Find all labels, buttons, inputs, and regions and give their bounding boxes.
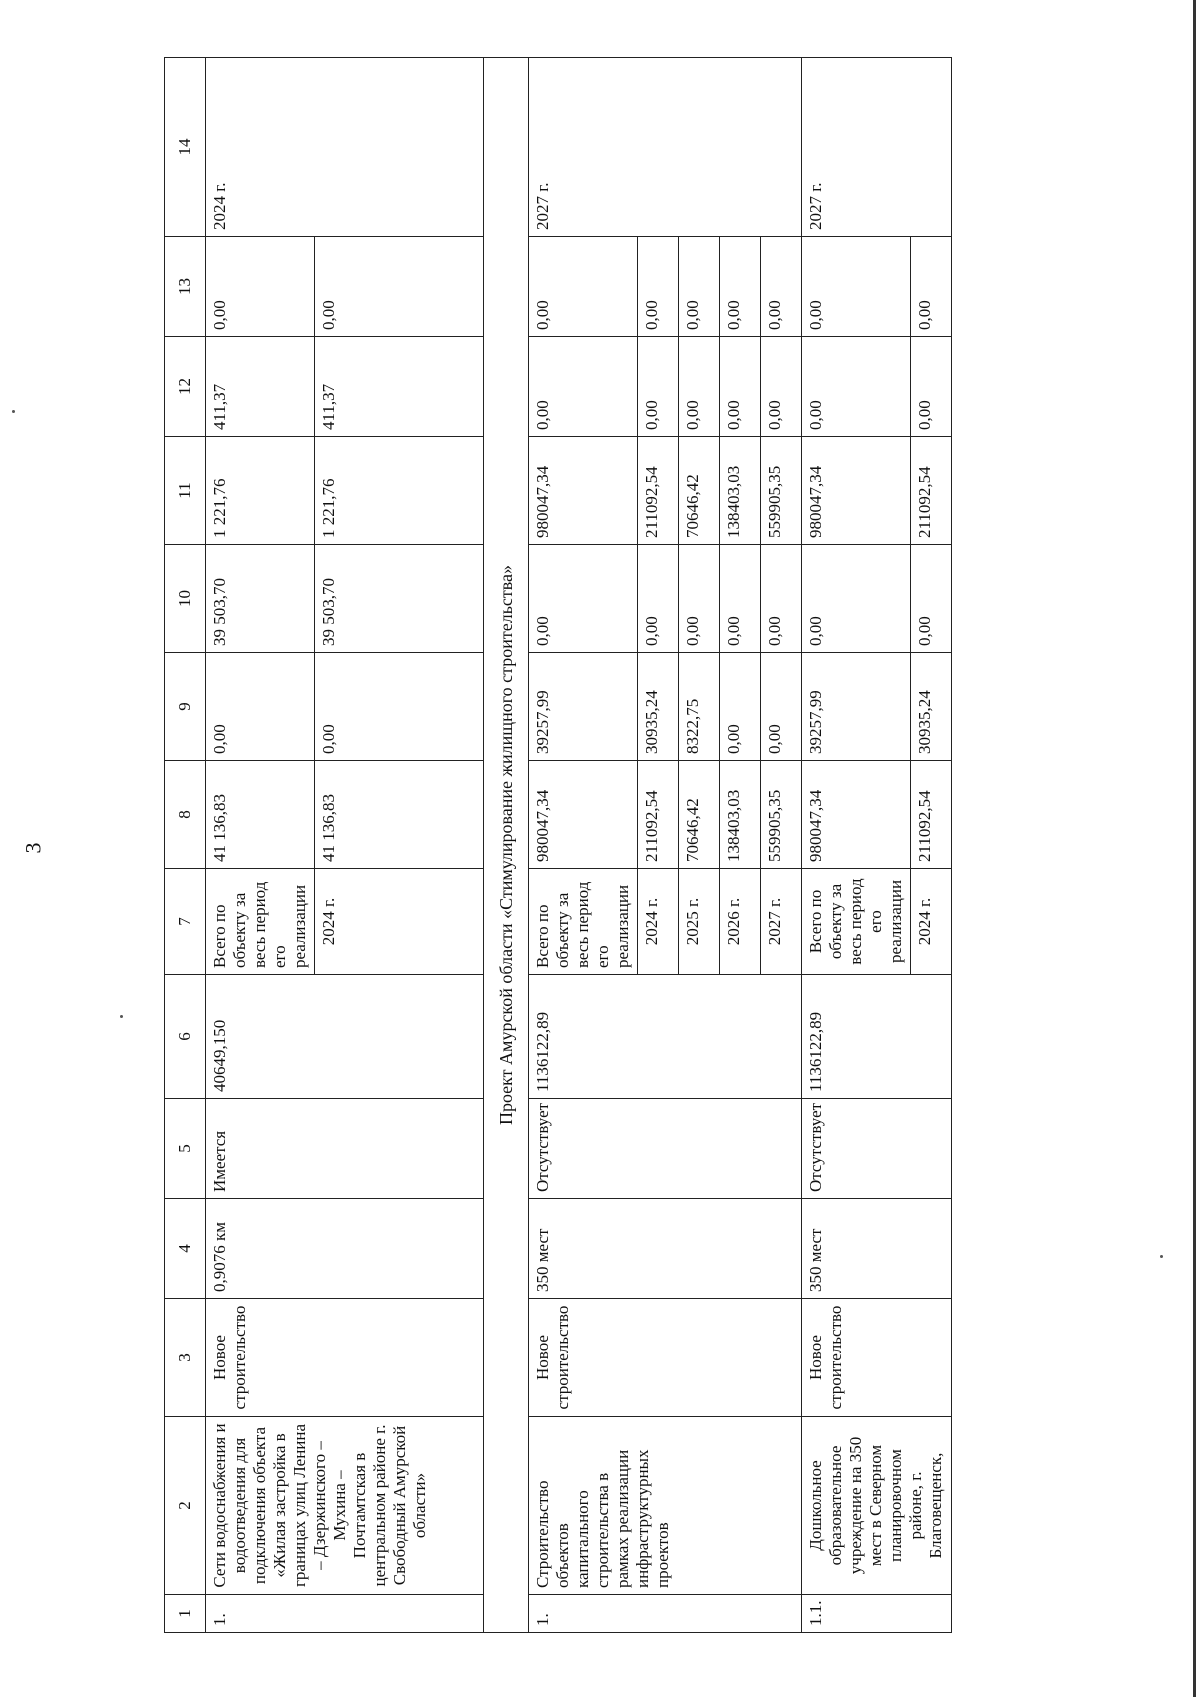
row-number: 1. xyxy=(529,1595,802,1633)
documentation-status: Отсутствует xyxy=(529,1099,802,1199)
construction-type: Новое строительство xyxy=(206,1299,484,1417)
section-row xyxy=(484,58,529,1633)
column-number: 4 xyxy=(165,1199,206,1299)
amount-cell: 980047,34 xyxy=(529,437,638,545)
construction-type: Новое строительство xyxy=(802,1299,952,1417)
row-number: 1.1. xyxy=(802,1595,952,1633)
amount-cell: 211092,54 xyxy=(638,761,679,869)
table-row xyxy=(802,58,911,1633)
amount-cell: 0,00 xyxy=(679,337,720,437)
amount-cell: 559905,35 xyxy=(761,761,802,869)
column-number: 14 xyxy=(165,58,206,237)
column-number: 2 xyxy=(165,1417,206,1595)
amount-cell: 411,37 xyxy=(206,337,315,437)
column-number: 7 xyxy=(165,869,206,975)
column-number: 12 xyxy=(165,337,206,437)
amount-cell: 0,00 xyxy=(911,545,952,653)
amount-cell: 0,00 xyxy=(720,653,761,761)
year-label: 2027 г. xyxy=(761,869,802,975)
investment-table xyxy=(164,57,952,1633)
period-label: Всего по объекту за весь период его реализации xyxy=(529,869,638,975)
amount-cell: 0,00 xyxy=(761,337,802,437)
table-row xyxy=(206,58,315,1633)
column-number: 13 xyxy=(165,237,206,337)
construction-type: Новое строительство xyxy=(529,1299,802,1417)
year-label: 2025 г. xyxy=(679,869,720,975)
amount-cell: 1 221,76 xyxy=(315,437,484,545)
page-number: 3 xyxy=(20,842,46,854)
amount-cell: 0,00 xyxy=(761,653,802,761)
object-name: Строительство объектов капитального строительства в рамках реализации инфраструктурных проектов xyxy=(529,1417,802,1595)
amount-cell: 41 136,83 xyxy=(315,761,484,869)
capacity: 0,9076 км xyxy=(206,1199,484,1299)
documentation-status: Отсутствует xyxy=(802,1099,952,1199)
period-label: Всего по объекту за весь период его реализации xyxy=(802,869,911,975)
amount-cell: 0,00 xyxy=(315,653,484,761)
column-number: 6 xyxy=(165,975,206,1099)
amount-cell: 0,00 xyxy=(206,653,315,761)
amount-cell: 0,00 xyxy=(679,545,720,653)
amount-cell: 30935,24 xyxy=(638,653,679,761)
object-name: Сети водоснабжения и водоотведения для подключения объекта «Жилая застройка в границах улиц Ленина – Дзержинского – Мухина – Почтамтская в центральном районе г. Свободный Амурской области» xyxy=(206,1417,484,1595)
amount-cell: 559905,35 xyxy=(761,437,802,545)
column-number: 11 xyxy=(165,437,206,545)
estimated-cost: 1136122,89 xyxy=(802,975,952,1099)
year-label: 2026 г. xyxy=(720,869,761,975)
amount-cell: 0,00 xyxy=(802,545,911,653)
scan-speck xyxy=(1160,1255,1163,1258)
amount-cell: 0,00 xyxy=(802,237,911,337)
amount-cell: 980047,34 xyxy=(529,761,638,869)
amount-cell: 30935,24 xyxy=(911,653,952,761)
capacity: 350 мест xyxy=(529,1199,802,1299)
amount-cell: 39257,99 xyxy=(529,653,638,761)
year-label: 2024 г. xyxy=(911,869,952,975)
rotated-table-wrapper xyxy=(164,58,1106,1633)
documentation-status: Имеется xyxy=(206,1099,484,1199)
amount-cell: 0,00 xyxy=(638,545,679,653)
scan-speck xyxy=(12,410,15,413)
column-number: 9 xyxy=(165,653,206,761)
year-label: 2024 г. xyxy=(638,869,679,975)
object-name: Дошкольное образовательное учреждение на 350 мест в Северном планировочном районе, г. Благовещенск, xyxy=(802,1417,952,1595)
amount-cell: 980047,34 xyxy=(802,761,911,869)
amount-cell: 0,00 xyxy=(638,237,679,337)
column-number: 5 xyxy=(165,1099,206,1199)
section-title: Проект Амурской области «Стимулирование жилищного строительства» xyxy=(484,58,529,1633)
amount-cell: 411,37 xyxy=(315,337,484,437)
row-number: 1. xyxy=(206,1595,484,1633)
amount-cell: 0,00 xyxy=(529,337,638,437)
amount-cell: 0,00 xyxy=(802,337,911,437)
amount-cell: 211092,54 xyxy=(911,761,952,869)
column-number: 10 xyxy=(165,545,206,653)
amount-cell: 0,00 xyxy=(679,237,720,337)
column-number: 8 xyxy=(165,761,206,869)
period-label: Всего по объекту за весь период его реализации xyxy=(206,869,315,975)
scan-speck xyxy=(120,1015,123,1018)
column-number-row xyxy=(165,58,206,1633)
completion-year: 2027 г. xyxy=(529,58,802,237)
scan-edge xyxy=(1193,0,1196,1697)
amount-cell: 138403,03 xyxy=(720,437,761,545)
amount-cell: 0,00 xyxy=(761,237,802,337)
amount-cell: 39 503,70 xyxy=(315,545,484,653)
amount-cell: 41 136,83 xyxy=(206,761,315,869)
amount-cell: 39 503,70 xyxy=(206,545,315,653)
completion-year: 2024 г. xyxy=(206,58,484,237)
amount-cell: 70646,42 xyxy=(679,437,720,545)
capacity: 350 мест xyxy=(802,1199,952,1299)
estimated-cost: 40649,150 xyxy=(206,975,484,1099)
amount-cell: 0,00 xyxy=(720,337,761,437)
amount-cell: 0,00 xyxy=(720,545,761,653)
amount-cell: 0,00 xyxy=(315,237,484,337)
amount-cell: 0,00 xyxy=(720,237,761,337)
amount-cell: 980047,34 xyxy=(802,437,911,545)
completion-year: 2027 г. xyxy=(802,58,952,237)
column-number: 3 xyxy=(165,1299,206,1417)
column-number: 1 xyxy=(165,1595,206,1633)
amount-cell: 0,00 xyxy=(529,237,638,337)
amount-cell: 211092,54 xyxy=(911,437,952,545)
amount-cell: 0,00 xyxy=(206,237,315,337)
amount-cell: 0,00 xyxy=(529,545,638,653)
amount-cell: 138403,03 xyxy=(720,761,761,869)
amount-cell: 0,00 xyxy=(638,337,679,437)
amount-cell: 0,00 xyxy=(761,545,802,653)
amount-cell: 0,00 xyxy=(911,337,952,437)
amount-cell: 0,00 xyxy=(911,237,952,337)
table-row xyxy=(529,58,638,1633)
year-label: 2024 г. xyxy=(315,869,484,975)
estimated-cost: 1136122,89 xyxy=(529,975,802,1099)
amount-cell: 211092,54 xyxy=(638,437,679,545)
amount-cell: 1 221,76 xyxy=(206,437,315,545)
amount-cell: 70646,42 xyxy=(679,761,720,869)
amount-cell: 39257,99 xyxy=(802,653,911,761)
amount-cell: 8322,75 xyxy=(679,653,720,761)
